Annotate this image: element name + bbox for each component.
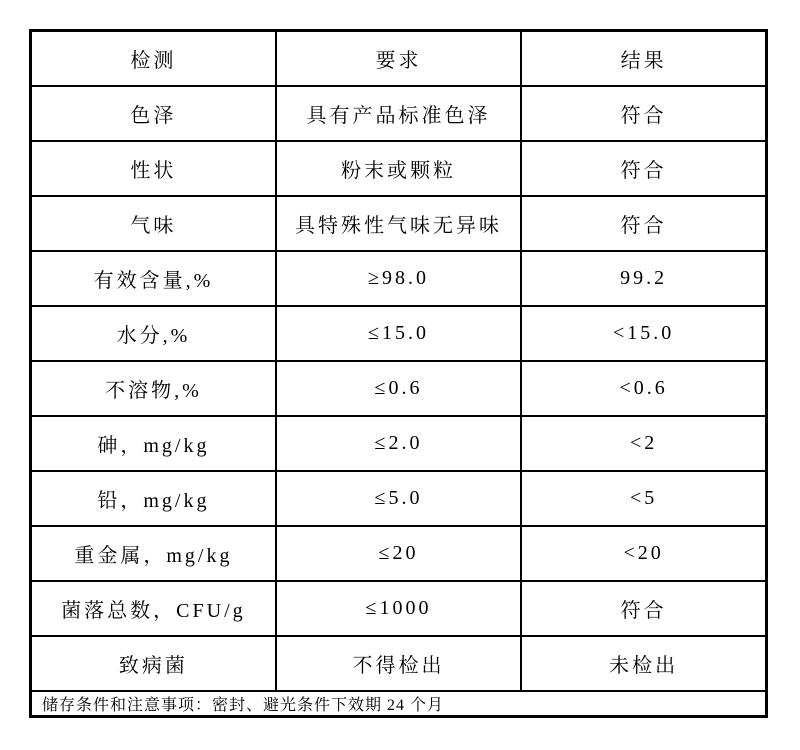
test-name-cell: 不溶物,% [31, 361, 276, 416]
table-row [31, 526, 767, 581]
test-name-cell: 菌落总数，CFU/g [31, 581, 276, 636]
column-header-test: 检测 [31, 31, 276, 86]
test-name-cell: 色泽 [31, 86, 276, 141]
test-name-cell: 性状 [31, 141, 276, 196]
table-row [31, 306, 767, 361]
test-name-cell: 铅，mg/kg [31, 471, 276, 526]
result-cell: 未检出 [521, 636, 766, 691]
table-row [31, 196, 767, 251]
requirement-cell: ≤2.0 [276, 416, 521, 471]
result-cell: 符合 [521, 196, 766, 251]
table-row [31, 581, 767, 636]
column-header-result: 结果 [521, 31, 766, 86]
column-header-requirement: 要求 [276, 31, 521, 86]
header-row [31, 31, 767, 86]
table-row [31, 251, 767, 306]
inspection-table [29, 29, 768, 718]
result-cell: <2 [521, 416, 766, 471]
storage-conditions-note: 储存条件和注意事项：密封、避光条件下效期 24 个月 [31, 691, 767, 717]
test-name-cell: 砷，mg/kg [31, 416, 276, 471]
table-row [31, 361, 767, 416]
result-cell: 99.2 [521, 251, 766, 306]
table-row [31, 141, 767, 196]
table-row [31, 86, 767, 141]
test-name-cell: 水分,% [31, 306, 276, 361]
test-name-cell: 气味 [31, 196, 276, 251]
result-cell: 符合 [521, 86, 766, 141]
result-cell: <5 [521, 471, 766, 526]
table-row [31, 636, 767, 691]
requirement-cell: ≤0.6 [276, 361, 521, 416]
table-row [31, 416, 767, 471]
test-name-cell: 致病菌 [31, 636, 276, 691]
requirement-cell: 不得检出 [276, 636, 521, 691]
test-name-cell: 重金属，mg/kg [31, 526, 276, 581]
requirement-cell: ≤20 [276, 526, 521, 581]
result-cell: <15.0 [521, 306, 766, 361]
result-cell: <20 [521, 526, 766, 581]
test-name-cell: 有效含量,% [31, 251, 276, 306]
requirement-cell: ≥98.0 [276, 251, 521, 306]
requirement-cell: ≤1000 [276, 581, 521, 636]
result-cell: <0.6 [521, 361, 766, 416]
requirement-cell: 具有产品标准色泽 [276, 86, 521, 141]
requirement-cell: 粉末或颗粒 [276, 141, 521, 196]
result-cell: 符合 [521, 141, 766, 196]
table-row [31, 471, 767, 526]
storage-conditions-row [31, 691, 767, 717]
result-cell: 符合 [521, 581, 766, 636]
requirement-cell: ≤15.0 [276, 306, 521, 361]
requirement-cell: 具特殊性气味无异味 [276, 196, 521, 251]
requirement-cell: ≤5.0 [276, 471, 521, 526]
